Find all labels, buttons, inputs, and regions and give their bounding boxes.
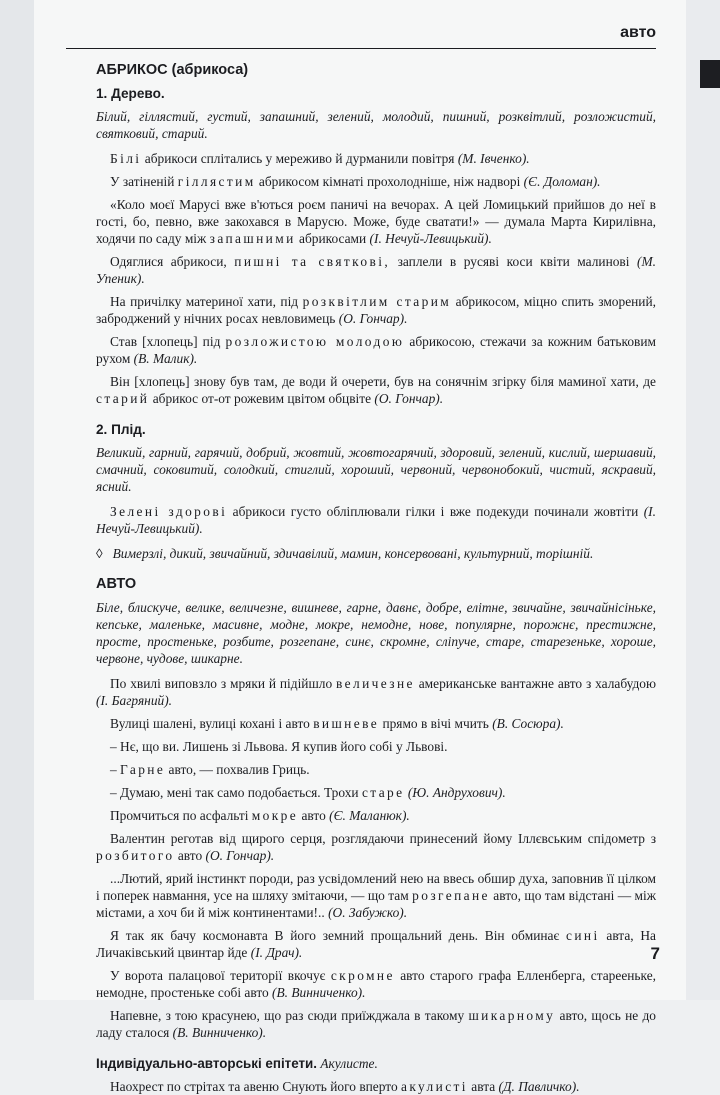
highlighted-epithet: старий xyxy=(96,391,150,406)
quote-source: (О. Гончар). xyxy=(374,391,444,406)
highlighted-epithet: Гарне xyxy=(120,762,166,777)
highlighted-epithet: пишні та святкові, xyxy=(234,254,391,269)
quote-text: По хвилі виповзло з мряки й підійшло xyxy=(110,676,336,691)
epithet-list-fruit: Великий, гарний, гарячий, добрий, жовтий, жовтогарячий, здоровий, зелений, кислий, шершавий, смачний, соковитий, солодкий, стиглий, хороший, червоний, червонобокий, чистий, яскравий, ясний. xyxy=(96,445,656,494)
quote-line xyxy=(96,253,656,287)
quotes-individual xyxy=(96,1078,656,1095)
quote-source: (І. Нечуй-Левицький). xyxy=(369,231,492,246)
highlighted-epithet: гіллястим xyxy=(177,174,256,189)
scan-left-edge xyxy=(0,0,34,1000)
quote-line xyxy=(96,1078,656,1095)
quote-text: прямо в вічі мчить xyxy=(379,716,493,731)
quote-text: абрикос от-от рожевим цвітом обцвіте xyxy=(149,391,375,406)
quote-text: абрикосою, стежачи за кожним батьковим рухом xyxy=(96,334,657,366)
individual-title: Індивідуально-авторські епітети. xyxy=(96,1056,317,1071)
quote-text: абрикоси густо обліплювали гілки і вже подекуди починали жовтіти xyxy=(227,504,644,519)
highlighted-epithet: скромне xyxy=(330,968,395,983)
quote-line xyxy=(96,927,656,961)
quote-source: (Д. Павличко). xyxy=(498,1079,580,1094)
quote-text: абрикоси сплітались у мереживо й дурманили повітря xyxy=(141,151,458,166)
highlighted-epithet: Білі xyxy=(110,151,142,166)
quote-line xyxy=(96,784,656,801)
quote-text: авто, щось не до ладу сталося xyxy=(96,1008,656,1040)
quote-line xyxy=(96,373,656,407)
quote-line xyxy=(96,173,656,190)
quote-text: американське вантажне авто з халабудою xyxy=(414,676,656,691)
quote-line xyxy=(96,1007,656,1041)
quotes-tree xyxy=(96,150,656,407)
quote-line xyxy=(96,738,656,755)
page-number: 7 xyxy=(650,944,660,963)
individual-term: Акулисте. xyxy=(320,1056,378,1071)
quote-line xyxy=(96,830,656,864)
quote-text: абрикосом, міцно спить зморений, заброджений у нічних росах невловимець xyxy=(96,294,656,326)
individual-epithets xyxy=(96,1055,656,1072)
dictionary-content xyxy=(96,58,656,1095)
quote-text: авта xyxy=(467,1079,499,1094)
quote-source: (О. Забужко). xyxy=(328,905,408,920)
highlighted-epithet: розбитого xyxy=(96,848,175,863)
highlighted-epithet: запашними xyxy=(209,231,296,246)
quote-line xyxy=(96,715,656,732)
quote-text: авто старого графа Елленберга, старееньке, немодне, простеньке собі авто xyxy=(96,968,656,1000)
quote-text: заплели в русяві коси квіти малинові xyxy=(390,254,638,269)
quote-source: (О. Гончар). xyxy=(205,848,275,863)
quote-text: авто xyxy=(174,848,206,863)
highlighted-epithet: розложистою молодою xyxy=(225,334,405,349)
quote-source: (В. Малик). xyxy=(133,351,198,366)
quote-line xyxy=(96,675,656,709)
quote-text: авто, що там відстані — між містами, а хоч би й між континентами!.. xyxy=(96,888,656,920)
thumb-index-mark xyxy=(700,60,720,88)
quote-line xyxy=(96,293,656,327)
highlighted-epithet: розгепане xyxy=(412,888,490,903)
quote-source: (В. Винниченко). xyxy=(272,985,366,1000)
quote-line xyxy=(96,870,656,921)
quote-text: – Думаю, мені так само подобається. Трохи xyxy=(110,785,362,800)
highlighted-epithet: вишневе xyxy=(313,716,380,731)
quote-line xyxy=(96,967,656,1001)
quote-source: (Є. Маланюк). xyxy=(329,808,410,823)
quote-text: – Нє, що ви. Лишень зі Львова. Я купив його собі у Львові. xyxy=(110,739,448,754)
quote-text: авто, — похвалив Гриць. xyxy=(165,762,310,777)
quote-source: (І. Багряний). xyxy=(96,693,173,708)
quote-text: Валентин реготав від щирого серця, розглядаючи принесений йому Іллєвським спідометр з xyxy=(110,831,656,846)
quote-line xyxy=(96,761,656,778)
scan-right-edge xyxy=(686,0,720,1000)
alt-epithet-list: Вимерзлі, дикий, звичайний, здичавілий, мамин, консервовані, культурний, торішній. xyxy=(112,546,594,561)
quote-line xyxy=(96,503,656,537)
quote-line xyxy=(96,196,656,247)
quote-text: Вулиці шалені, вулиці кохані і авто xyxy=(110,716,314,731)
highlighted-epithet: розквітлим старим xyxy=(302,294,452,309)
running-title: авто xyxy=(620,24,656,41)
quote-text: авто xyxy=(298,808,330,823)
alt-epithets-row xyxy=(96,545,656,562)
diamond-icon: ◊ xyxy=(96,546,103,561)
quote-text: На причілку материної хати, під xyxy=(110,294,303,309)
quote-text: Я так як бачу космонавта В його земний прощальний день. Він обминає xyxy=(110,928,566,943)
quote-line xyxy=(96,807,656,824)
quote-source: (М. Івченко). xyxy=(457,151,530,166)
quotes-fruit xyxy=(96,503,656,537)
sense-title-fruit: 2. Плід. xyxy=(96,422,146,437)
quote-text: абрикосами xyxy=(295,231,370,246)
sense-title-tree: 1. Дерево. xyxy=(96,86,165,101)
quote-line xyxy=(96,150,656,167)
quote-line xyxy=(96,333,656,367)
quote-text: Одяглися абрикоси, xyxy=(110,254,235,269)
quote-source: (Ю. Андрухович). xyxy=(407,785,506,800)
epithet-list-auto: Біле, блискуче, велике, величезне, вишневе, гарне, давнє, добре, елітне, звичайне, звичайнісіньке, кепське, маленьке, масивне, модне, мокре, немодне, нове, популярне, порожнє, престижне, просте, простеньке, розбите, розгепане, синє, скромне, сліпуче, старе, старезеньке, хороше, червоне, чудове, шикарне. xyxy=(96,600,656,666)
highlighted-epithet: шикарному xyxy=(468,1008,556,1023)
entry-heading-auto: АВТО xyxy=(96,576,137,592)
quote-text: авта, На Личаківський цвинтар йде xyxy=(96,928,656,960)
highlighted-epithet: акулисті xyxy=(400,1079,468,1094)
entry-heading-apricot: АБРИКОС (абрикоса) xyxy=(96,62,249,78)
highlighted-epithet: сині xyxy=(566,928,600,943)
highlighted-epithet: мокре xyxy=(251,808,299,823)
highlighted-epithet: Зелені здорові xyxy=(110,504,228,519)
quote-text: Став [хлопець] під xyxy=(110,334,226,349)
quote-text: Наохрест по стрітах та авеню Снують його вперто xyxy=(110,1079,401,1094)
quote-source: (Є. Доломан). xyxy=(523,174,601,189)
quote-text: Промчиться по асфальті xyxy=(110,808,252,823)
quote-text: У затіненій xyxy=(110,174,178,189)
quote-text: абрикосом кімнаті прохолодніше, ніж надворі xyxy=(255,174,524,189)
quote-text: У ворота палацової території вкочує xyxy=(110,968,331,983)
quote-source: (О. Гончар). xyxy=(338,311,408,326)
running-header xyxy=(66,22,656,49)
quote-source: (В. Винниченко). xyxy=(172,1025,267,1040)
quote-text: – xyxy=(110,762,121,777)
highlighted-epithet: старе xyxy=(361,785,405,800)
quote-text: Він [хлопець] знову був там, де води й очерети, був на сонячнім згірку біля маминої хати, де xyxy=(110,374,656,389)
epithet-list-tree: Білий, гіллястий, густий, запашний, зелений, молодий, пишний, розквітлий, розложистий, святковий, старий. xyxy=(96,109,656,141)
quote-source: (В. Сосюра). xyxy=(492,716,564,731)
quote-text: «Коло моєї Марусі вже в'ються роєм паничі на вечорах. А цей Ломицький прийшов до неї в гості, бо, певно, вже закохався в Марусю. Може, буде сватати!» — думала Марта Кирилівна, ходячи по саду між xyxy=(96,197,656,246)
quote-text: Напевне, з тою красунею, що раз сюди приїжджала в такому xyxy=(110,1008,469,1023)
quote-source: (І. Драч). xyxy=(250,945,303,960)
quote-source: (М. Упеник). xyxy=(96,254,656,286)
quote-text: ...Лютий, ярий інстинкт породи, раз усвідомлений нею на ввесь обшир духа, заповнив її цілком і поперек навмання, усе на шляху змітаючи, — що там xyxy=(96,871,656,903)
quote-source: (І. Нечуй-Левицький). xyxy=(96,504,656,536)
highlighted-epithet: величезне xyxy=(336,676,415,691)
quotes-auto xyxy=(96,675,656,1041)
